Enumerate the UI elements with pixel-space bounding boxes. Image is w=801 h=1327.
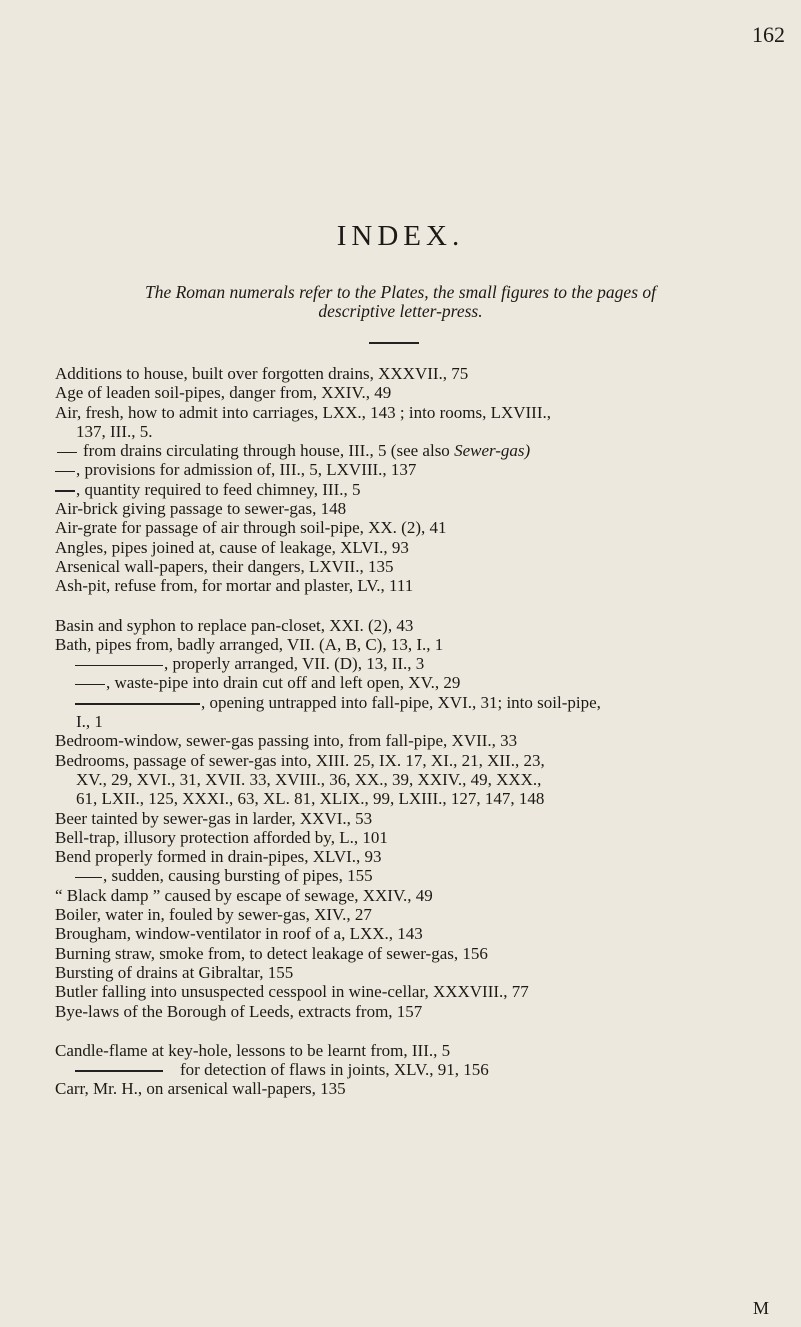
index-entry: Arsenical wall-papers, their dangers, LXVII., 135	[55, 556, 394, 576]
index-entry	[55, 654, 785, 673]
ditto-dash	[55, 471, 75, 473]
index-entry: Air, fresh, how to admit into carriages, LXX., 143 ; into rooms, LXVIII.,	[55, 402, 551, 422]
index-entry: Carr, Mr. H., on arsenical wall-papers, 135	[55, 1079, 346, 1099]
index-entry	[55, 866, 785, 885]
page-title: INDEX.	[336, 220, 465, 252]
index-entry: Brougham, window-ventilator in roof of a, LXX., 143	[55, 924, 423, 944]
ditto-dash	[55, 490, 75, 492]
index-entry: Ash-pit, refuse from, for mortar and plaster, LV., 111	[55, 576, 414, 596]
index-entry-continuation: XV., 29, XVI., 31, XVII. 33, XVIII., 36, XX., 39, XXIV., 49, XXX.,	[76, 769, 542, 789]
section-gap	[55, 596, 785, 616]
index-entry: Angles, pipes joined at, cause of leakage, XLVI., 93	[55, 537, 409, 557]
index-entry: Bell-trap, illusory protection afforded by, L., 101	[55, 827, 388, 847]
divider-rule	[369, 342, 419, 344]
index-entry: Air-grate for passage of air through soil-pipe, XX. (2), 41	[55, 518, 447, 538]
index-entry: Burning straw, smoke from, to detect leakage of sewer-gas, 156	[55, 943, 488, 963]
index-entry: Additions to house, built over forgotten drains, XXXVII., 75	[55, 364, 469, 383]
index-entry: Boiler, water in, fouled by sewer-gas, XIV., 27	[55, 905, 372, 925]
section-gap	[55, 1021, 785, 1041]
index-entry: Bend properly formed in drain-pipes, XLVI., 93	[55, 847, 382, 867]
index-entry: Bursting of drains at Gibraltar, 155	[55, 962, 294, 982]
index-entry: Basin and syphon to replace pan-closet, XXI. (2), 43	[55, 615, 414, 635]
ditto-dash	[75, 665, 163, 667]
entry-text: for detection of flaws in joints, XLV., 91, 156	[180, 1060, 489, 1080]
ditto-dash	[57, 452, 77, 454]
ditto-dash	[75, 877, 102, 879]
index-subtitle	[30, 283, 771, 321]
subtitle-line: The Roman numerals refer to the Plates, the small figures to the pages of	[144, 282, 656, 302]
entry-text: , sudden, causing bursting of pipes, 155	[103, 866, 373, 886]
index-entry: Beer tainted by sewer-gas in larder, XXVI., 53	[55, 808, 373, 828]
entry-text: , properly arranged, VII. (D), 13, II., 3	[164, 654, 425, 674]
index-entry: Age of leaden soil-pipes, danger from, XXIV., 49	[55, 383, 392, 403]
index-entry-continuation: I., 1	[76, 712, 103, 732]
entry-text: from drains circulating through house, III., 5 (see also	[83, 441, 455, 461]
subtitle-line: descriptive letter-press.	[318, 301, 483, 321]
ditto-dash	[75, 703, 200, 705]
index-entry: Bedroom-window, sewer-gas passing into, from fall-pipe, XVII., 33	[55, 731, 518, 751]
index-entry: “ Black damp ” caused by escape of sewage, XXIV., 49	[55, 885, 433, 905]
index-entry: Candle-flame at key-hole, lessons to be learnt from, III., 5	[55, 1040, 451, 1060]
entry-text: , opening untrapped into fall-pipe, XVI., 31; into soil-pipe,	[201, 692, 601, 712]
index-entry	[55, 460, 785, 479]
index-entry: Butler falling into unsuspected cesspool in wine-cellar, XXXVIII., 77	[55, 982, 529, 1002]
page-number: 162	[752, 22, 785, 47]
entry-text: , quantity required to feed chimney, III., 5	[76, 479, 361, 499]
entry-text: , provisions for admission of, III., 5, LXVIII., 137	[76, 460, 417, 480]
index-entry: Air-brick giving passage to sewer-gas, 148	[55, 499, 347, 519]
index-entry	[55, 480, 785, 499]
index-list	[55, 364, 785, 1099]
index-entry: Bath, pipes from, badly arranged, VII. (A, B, C), 13, I., 1	[55, 634, 444, 654]
ditto-dash	[75, 1070, 163, 1072]
printer-signature-mark: M	[753, 1298, 770, 1318]
index-entry	[55, 693, 785, 712]
index-entry	[55, 1060, 785, 1079]
index-entry: Bedrooms, passage of sewer-gas into, XIII. 25, IX. 17, XI., 21, XII., 23,	[55, 750, 545, 770]
entry-text: , waste-pipe into drain cut off and left open, XV., 29	[106, 673, 461, 693]
index-entry-continuation: 61, LXII., 125, XXXI., 63, XL. 81, XLIX., 99, LXIII., 127, 147, 148	[76, 789, 545, 809]
index-entry	[55, 441, 785, 460]
index-entry: Bye-laws of the Borough of Leeds, extracts from, 157	[55, 1001, 423, 1021]
index-entry-continuation: 137, III., 5.	[76, 421, 153, 441]
entry-text-italic: Sewer-gas)	[454, 441, 531, 461]
ditto-dash	[75, 684, 105, 686]
index-entry	[55, 673, 785, 692]
